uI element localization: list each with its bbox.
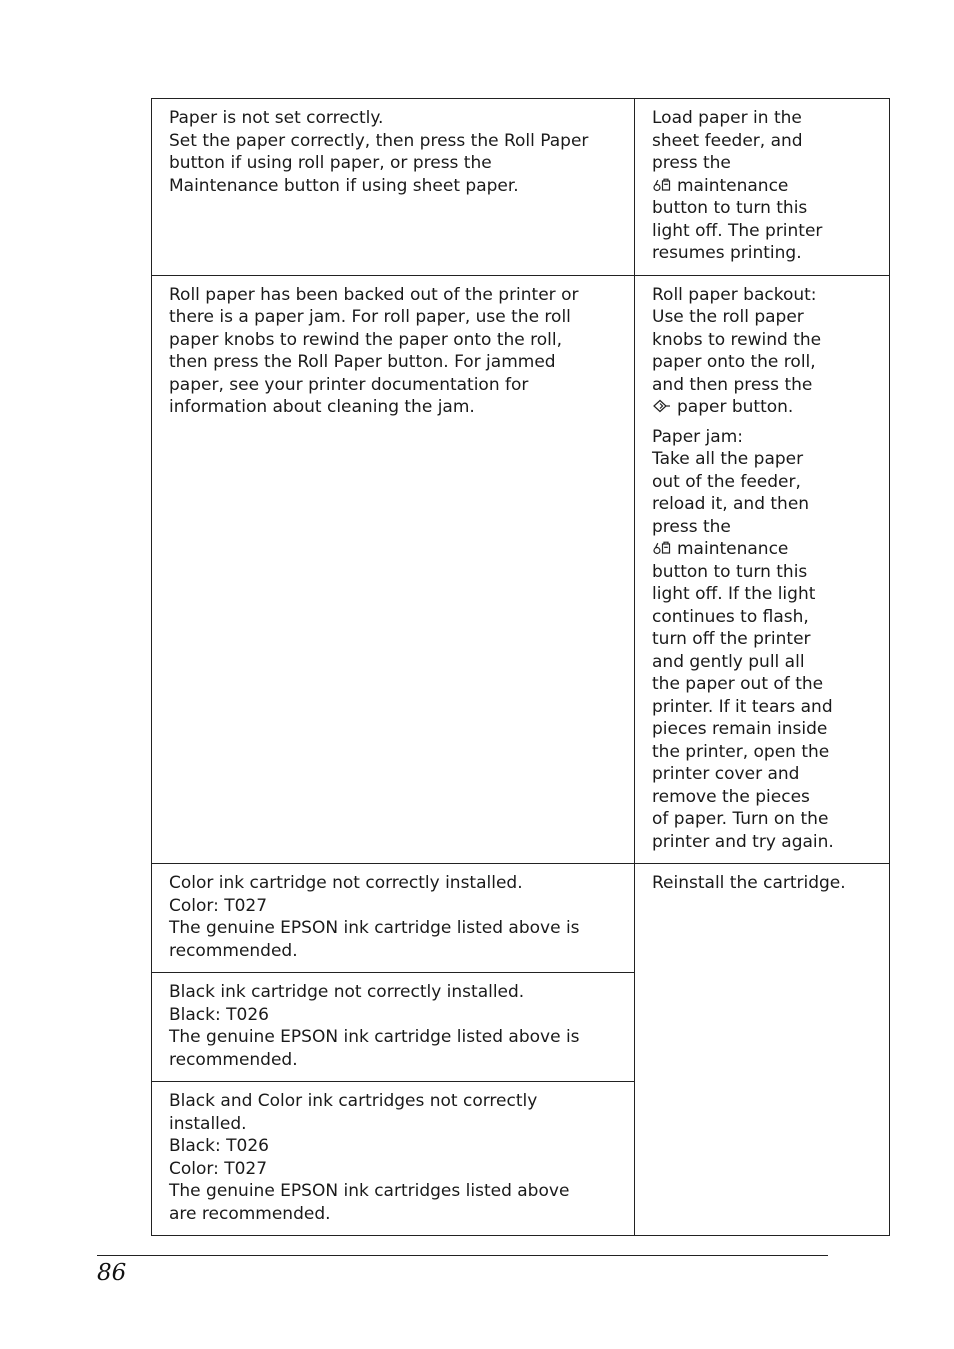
message-line: Black: T026 xyxy=(169,1004,269,1025)
solution-line xyxy=(652,741,879,764)
solution-line xyxy=(652,831,879,854)
message-cell xyxy=(152,275,635,864)
message-line: recommended. xyxy=(169,1049,298,1070)
solution-line xyxy=(652,471,879,494)
solution-line xyxy=(652,696,879,719)
solution-line xyxy=(652,242,879,265)
solution-text: Use the roll paper xyxy=(652,307,804,327)
solution-paragraph xyxy=(652,284,879,419)
solution-line xyxy=(652,673,879,696)
solution-line xyxy=(652,197,879,220)
solution-text: and then press the xyxy=(652,374,813,395)
solution-text: printer and try again. xyxy=(652,831,834,852)
message-line: Color: T027 xyxy=(169,1158,268,1179)
page-number: 86 xyxy=(97,1260,127,1286)
message-line: Set the paper correctly, then press the Roll Paper xyxy=(169,130,589,151)
solution-text: light off. The printer xyxy=(652,220,823,241)
solution-line xyxy=(652,872,879,895)
message-cell xyxy=(152,973,635,1082)
solution-text: resumes printing. xyxy=(652,243,802,263)
solution-text: out of the feeder, xyxy=(652,471,801,492)
solution-line xyxy=(652,284,879,307)
solution-text: reload it, and then xyxy=(652,494,810,514)
paper-icon xyxy=(652,397,672,411)
solution-text: continues to flash, xyxy=(652,606,809,627)
solution-text: remove the pieces xyxy=(652,786,810,807)
solution-line xyxy=(652,583,879,606)
solution-text: printer. If it tears and xyxy=(652,696,833,717)
message-line: Paper is not set correctly. xyxy=(169,108,384,128)
solution-text: printer cover and xyxy=(652,764,800,784)
solution-text: Load paper in the xyxy=(652,108,802,128)
solution-text: Roll paper backout: xyxy=(652,284,817,305)
solution-cell xyxy=(635,99,890,276)
table-row xyxy=(152,864,890,973)
solution-line xyxy=(652,786,879,809)
maintenance-icon xyxy=(652,176,672,190)
solution-paragraph xyxy=(652,426,879,854)
solution-line xyxy=(652,808,879,831)
maintenance-icon xyxy=(652,539,672,553)
table-row xyxy=(152,275,890,864)
message-line: Roll paper has been backed out of the printer or xyxy=(169,284,579,305)
message-cell xyxy=(152,864,635,973)
message-line: Black ink cartridge not correctly installed. xyxy=(169,982,525,1002)
solution-line xyxy=(652,329,879,352)
footer-rule xyxy=(97,1255,828,1256)
solution-line xyxy=(652,306,879,329)
solution-paragraph xyxy=(652,872,879,895)
message-line: The genuine EPSON ink cartridge listed above is xyxy=(169,1027,580,1047)
error-table xyxy=(151,98,890,1236)
solution-text: press the xyxy=(652,516,731,537)
message-line: are recommended. xyxy=(169,1203,331,1224)
message-cell xyxy=(152,99,635,276)
solution-line xyxy=(652,107,879,130)
message-line: Color: T027 xyxy=(169,895,268,916)
solution-text: and gently pull all xyxy=(652,651,805,672)
solution-text: pieces remain inside xyxy=(652,719,828,739)
solution-line xyxy=(652,628,879,651)
solution-cell xyxy=(635,275,890,864)
message-line: Maintenance button if using sheet paper. xyxy=(169,175,519,196)
solution-line xyxy=(652,426,879,449)
solution-text: maintenance xyxy=(677,539,789,559)
solution-line xyxy=(652,651,879,674)
message-line: there is a paper jam. For roll paper, use the roll xyxy=(169,307,571,327)
solution-line xyxy=(652,493,879,516)
solution-text: sheet feeder, and xyxy=(652,130,803,151)
solution-text: of paper. Turn on the xyxy=(652,809,829,829)
solution-text: press the xyxy=(652,153,731,173)
error-table-body xyxy=(152,99,890,1236)
solution-paragraph xyxy=(652,107,879,265)
message-line: paper knobs to rewind the paper onto the roll, xyxy=(169,329,563,350)
solution-text: Take all the paper xyxy=(652,449,804,469)
solution-text: button to turn this xyxy=(652,198,808,218)
solution-text: the printer, open the xyxy=(652,741,830,762)
solution-line xyxy=(652,152,879,175)
solution-text: Reinstall the cartridge. xyxy=(652,873,846,893)
solution-cell xyxy=(635,864,890,1236)
solution-line xyxy=(652,763,879,786)
message-cell xyxy=(152,1082,635,1236)
solution-text: light off. If the light xyxy=(652,584,816,604)
message-line: Color ink cartridge not correctly installed. xyxy=(169,873,523,893)
table-row xyxy=(152,99,890,276)
solution-line xyxy=(652,351,879,374)
solution-line xyxy=(652,606,879,629)
solution-line xyxy=(652,538,879,561)
message-line: installed. xyxy=(169,1113,247,1134)
solution-text: turn off the printer xyxy=(652,629,811,649)
solution-line xyxy=(652,220,879,243)
solution-line xyxy=(652,448,879,471)
solution-line xyxy=(652,516,879,539)
message-line: then press the Roll Paper button. For jammed xyxy=(169,352,556,372)
solution-line xyxy=(652,396,879,419)
solution-line xyxy=(652,374,879,397)
solution-text: paper onto the roll, xyxy=(652,352,816,372)
solution-line xyxy=(652,175,879,198)
solution-line xyxy=(652,561,879,584)
message-line: Black and Color ink cartridges not correctly xyxy=(169,1091,538,1111)
message-line: button if using roll paper, or press the xyxy=(169,153,492,173)
message-line: The genuine EPSON ink cartridges listed above xyxy=(169,1181,570,1201)
solution-line xyxy=(652,130,879,153)
solution-text: maintenance xyxy=(677,175,789,196)
message-line: paper, see your printer documentation for xyxy=(169,374,529,395)
solution-text: paper button. xyxy=(677,397,794,417)
message-line: Black: T026 xyxy=(169,1136,269,1156)
solution-line xyxy=(652,718,879,741)
solution-text: Paper jam: xyxy=(652,426,743,447)
message-line: The genuine EPSON ink cartridge listed above is xyxy=(169,918,580,938)
solution-text: button to turn this xyxy=(652,561,808,582)
solution-text: the paper out of the xyxy=(652,674,824,694)
message-line: recommended. xyxy=(169,940,298,961)
message-line: information about cleaning the jam. xyxy=(169,397,475,417)
solution-text: knobs to rewind the xyxy=(652,329,822,350)
